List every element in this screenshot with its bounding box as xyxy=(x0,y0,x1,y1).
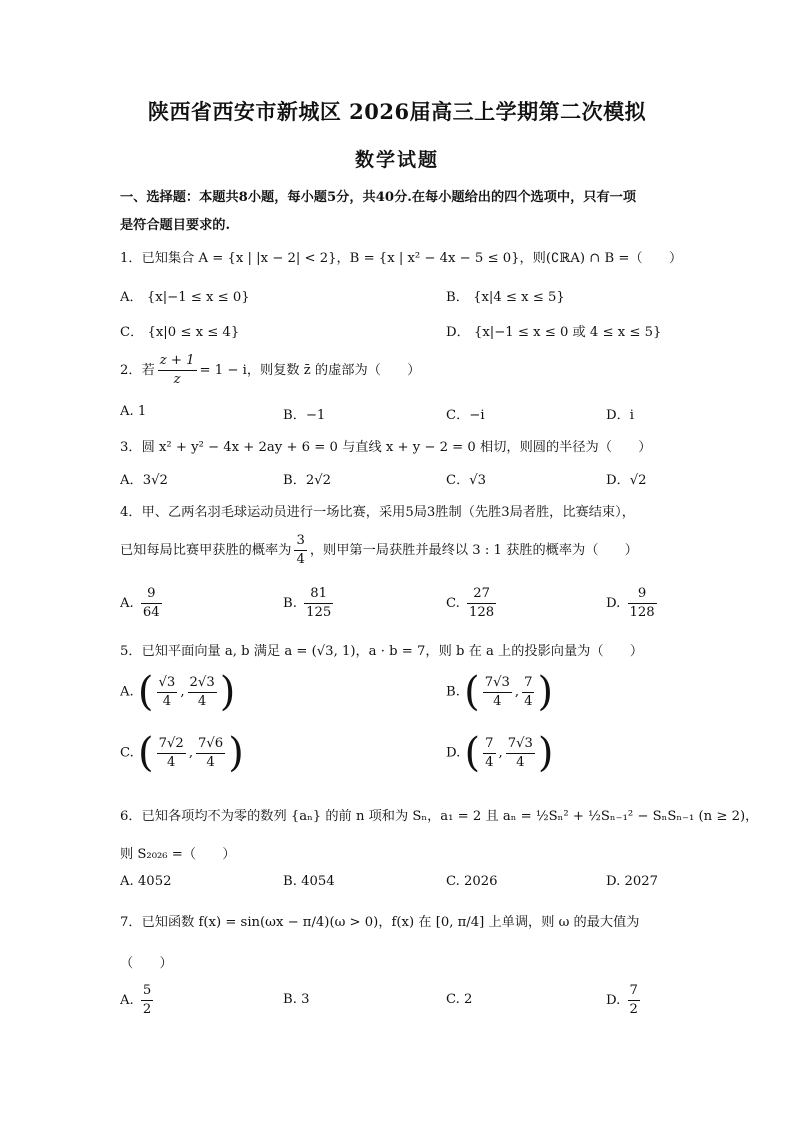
question-6-option-d: D. 2027 xyxy=(606,874,659,889)
question-2-fraction-den: z xyxy=(173,372,181,387)
question-5-option-c-y xyxy=(196,735,225,772)
question-5-option-d-y xyxy=(506,735,535,772)
exam-title: 陕西省西安市新城区 2026届高三上学期第二次模拟 xyxy=(147,99,647,124)
question-3-option-d: D．√2 xyxy=(606,473,647,488)
question-6-option-b: B. 4054 xyxy=(283,874,335,889)
question-1-stem: 1．已知集合 A = {x | |x − 2| < 2}，B = {x | x² − 4x − 5 ≤ 0}，则(∁ℝA) ∩ B =（ ） xyxy=(120,251,683,266)
question-4-option-c xyxy=(446,585,499,622)
question-5-option-b-y-num: 7 xyxy=(522,674,534,693)
question-5-option-d-x-den: 4 xyxy=(485,754,494,770)
open-paren: ( xyxy=(464,669,480,715)
open-paren: ( xyxy=(138,730,154,776)
exam-subtitle: 数学试题 xyxy=(354,149,439,171)
open-paren: ( xyxy=(464,730,481,776)
question-1-option-c: C． {x|0 ≤ x ≤ 4} xyxy=(120,325,240,340)
question-5-option-c-x-num: 7√2 xyxy=(157,735,186,754)
close-paren: ) xyxy=(228,730,244,776)
question-5-option-c-x xyxy=(157,735,186,772)
question-5-option-d-x-num: 7 xyxy=(483,735,495,754)
question-2-suffix: = 1 − i，则复数 z̄ 的虚部为（ ） xyxy=(199,363,421,378)
question-5-option-d-y-num: 7√3 xyxy=(506,735,535,754)
question-5-option-b-y xyxy=(522,674,534,711)
question-7-option-d-fraction xyxy=(628,982,640,1019)
question-4-probability-den: 4 xyxy=(296,552,305,567)
close-paren: ) xyxy=(219,669,236,715)
question-5-option-d-label: D. xyxy=(446,745,461,761)
question-2-stem xyxy=(120,352,420,389)
question-3-option-c: C．√3 xyxy=(446,473,487,488)
question-6-stem: 6．已知各项均不为零的数列 {aₙ} 的前 n 项和为 Sₙ，a₁ = 2 且 aₙ = ½Sₙ² + ½Sₙ₋₁² − SₙSₙ₋₁ (n ≥ 2)， xyxy=(120,809,759,824)
question-7-option-d-num: 7 xyxy=(628,982,640,1001)
question-4-option-a-num: 9 xyxy=(141,585,162,604)
question-7-line2: （ ） xyxy=(120,956,173,971)
question-7-stem: 7．已知函数 f(x) = sin(ωx − π/4)(ω > 0)，f(x) 在 [0, π/4] 上单调，则 ω 的最大值为 xyxy=(120,915,640,930)
question-7-option-a xyxy=(120,982,156,1019)
question-4-option-b-den: 125 xyxy=(306,605,332,620)
question-4-line2-prefix: 已知每局比赛甲获胜的概率为 xyxy=(120,543,292,558)
question-5-option-a-x-den: 4 xyxy=(162,693,172,709)
question-4-option-a xyxy=(120,585,165,622)
question-4-option-b xyxy=(283,585,336,622)
question-5-option-c-y-num: 7√6 xyxy=(196,735,225,754)
question-4-option-b-label: B. xyxy=(283,596,297,611)
question-7-option-d-den: 2 xyxy=(629,1002,638,1017)
question-5-option-b-label: B. xyxy=(446,684,460,700)
question-4-option-c-label: C. xyxy=(446,596,460,611)
question-7-option-c: C. 2 xyxy=(446,992,473,1007)
question-7-option-b: B. 3 xyxy=(283,992,310,1007)
question-1-option-a: A． {x|−1 ≤ x ≤ 0} xyxy=(120,290,250,305)
question-1-option-d: D． {x|−1 ≤ x ≤ 0 或 4 ≤ x ≤ 5} xyxy=(446,325,662,340)
question-3-option-b: B．2√2 xyxy=(283,473,332,488)
question-5-option-a-x-num: √3 xyxy=(157,674,178,693)
question-4-option-b-fraction xyxy=(304,585,333,622)
question-3-stem: 3．圆 x² + y² − 4x + 2ay + 6 = 0 与直线 x + y − 2 = 0 相切，则圆的半径为（ ） xyxy=(120,440,652,455)
question-4-option-c-den: 128 xyxy=(469,605,495,620)
question-4-option-c-num: 27 xyxy=(467,585,496,604)
question-5-stem: 5．已知平面向量 a, b 满足 a = (√3, 1)，a · b = 7，则 b 在 a 上的投影向量为（ ） xyxy=(120,644,644,659)
close-paren: ) xyxy=(537,669,554,715)
question-4-option-a-den: 64 xyxy=(142,605,160,620)
question-4-option-a-fraction xyxy=(141,585,162,622)
question-4-line1: 4．甲、乙两名羽毛球运动员进行一场比赛，采用5局3胜制（先胜3局者胜，比赛结束）， xyxy=(120,505,635,520)
question-2-option-a: A. 1 xyxy=(120,404,147,419)
question-4-option-d-den: 128 xyxy=(629,605,655,620)
question-5-option-d: D. ( $\frac{7}{4}$ , $\frac{7√3}{4}$ ) xyxy=(446,730,554,776)
question-5-option-a-x xyxy=(157,674,178,711)
question-4-option-d-label: D. xyxy=(606,596,621,611)
question-5-option-a-y-num: 2√3 xyxy=(188,674,217,693)
question-5-option-a-y xyxy=(188,674,217,711)
question-5-option-d-x xyxy=(483,735,495,772)
question-4-option-a-label: A. xyxy=(120,596,134,611)
question-4-option-c-fraction xyxy=(467,585,496,622)
question-5-option-a-label: A. xyxy=(120,684,134,700)
question-5-option-c: C. ( $\frac{7√2}{4}$ , $\frac{7√6}{4}$ ) xyxy=(120,730,244,776)
question-6-line2: 则 S₂₀₂₆ =（ ） xyxy=(120,847,236,862)
section-heading-line1: 一、选择题：本题共8小题，每小题5分，共40分.在每小题给出的四个选项中，只有一项 xyxy=(120,190,637,205)
question-5-option-a-y-den: 4 xyxy=(197,693,207,709)
close-paren: ) xyxy=(537,730,554,776)
question-5-option-c-x-den: 4 xyxy=(167,754,176,770)
question-5-option-c-y-den: 4 xyxy=(206,754,215,770)
question-2-option-b: B．−1 xyxy=(283,408,326,423)
question-4-line2-suffix: ，则甲第一局获胜并最终以 3 : 1 获胜的概率为（ ） xyxy=(309,543,638,558)
question-4-probability xyxy=(294,532,306,569)
open-paren: ( xyxy=(137,669,154,715)
question-3-option-a: A．3√2 xyxy=(120,473,168,488)
question-4-option-d-fraction xyxy=(628,585,657,622)
question-6-option-a: A. 4052 xyxy=(120,874,172,889)
question-4-probability-num: 3 xyxy=(294,532,306,551)
question-5-option-b-x-den: 4 xyxy=(493,693,502,709)
question-4-option-d xyxy=(606,585,660,622)
question-5-option-a: A. ( $\frac{√3}{4}$ , $\frac{2√3}{4}$ ) xyxy=(120,669,236,715)
question-4-option-d-num: 9 xyxy=(628,585,657,604)
question-4-line2 xyxy=(120,532,638,569)
question-2-prefix: 2．若 xyxy=(120,363,155,378)
question-7-option-a-fraction xyxy=(141,982,153,1019)
question-7-option-a-den: 2 xyxy=(142,1002,152,1017)
question-5-option-c-label: C. xyxy=(120,745,134,761)
question-5-option-b-y-den: 4 xyxy=(524,693,533,709)
question-6-option-c: C. 2026 xyxy=(446,874,498,889)
question-7-option-a-label: A. xyxy=(120,993,134,1008)
question-1-option-b: B． {x|4 ≤ x ≤ 5} xyxy=(446,290,565,305)
question-7-option-d-label: D. xyxy=(606,993,621,1008)
question-7-option-d xyxy=(606,982,643,1019)
question-5-option-b-x-num: 7√3 xyxy=(483,674,512,693)
question-7-option-a-num: 5 xyxy=(141,982,153,1001)
question-2-option-d: D．i xyxy=(606,408,634,423)
question-2-option-c: C．−i xyxy=(446,408,485,423)
question-5-option-d-y-den: 4 xyxy=(516,754,525,770)
question-2-fraction-num: z + 1 xyxy=(158,352,197,371)
question-2-fraction xyxy=(158,352,197,389)
question-5-option-b: B. ( $\frac{7√3}{4}$ , $\frac{7}{4}$ ) xyxy=(446,669,554,715)
question-5-option-b-x xyxy=(483,674,512,711)
section-heading-line2: 是符合题目要求的. xyxy=(120,218,231,233)
question-4-option-b-num: 81 xyxy=(304,585,333,604)
